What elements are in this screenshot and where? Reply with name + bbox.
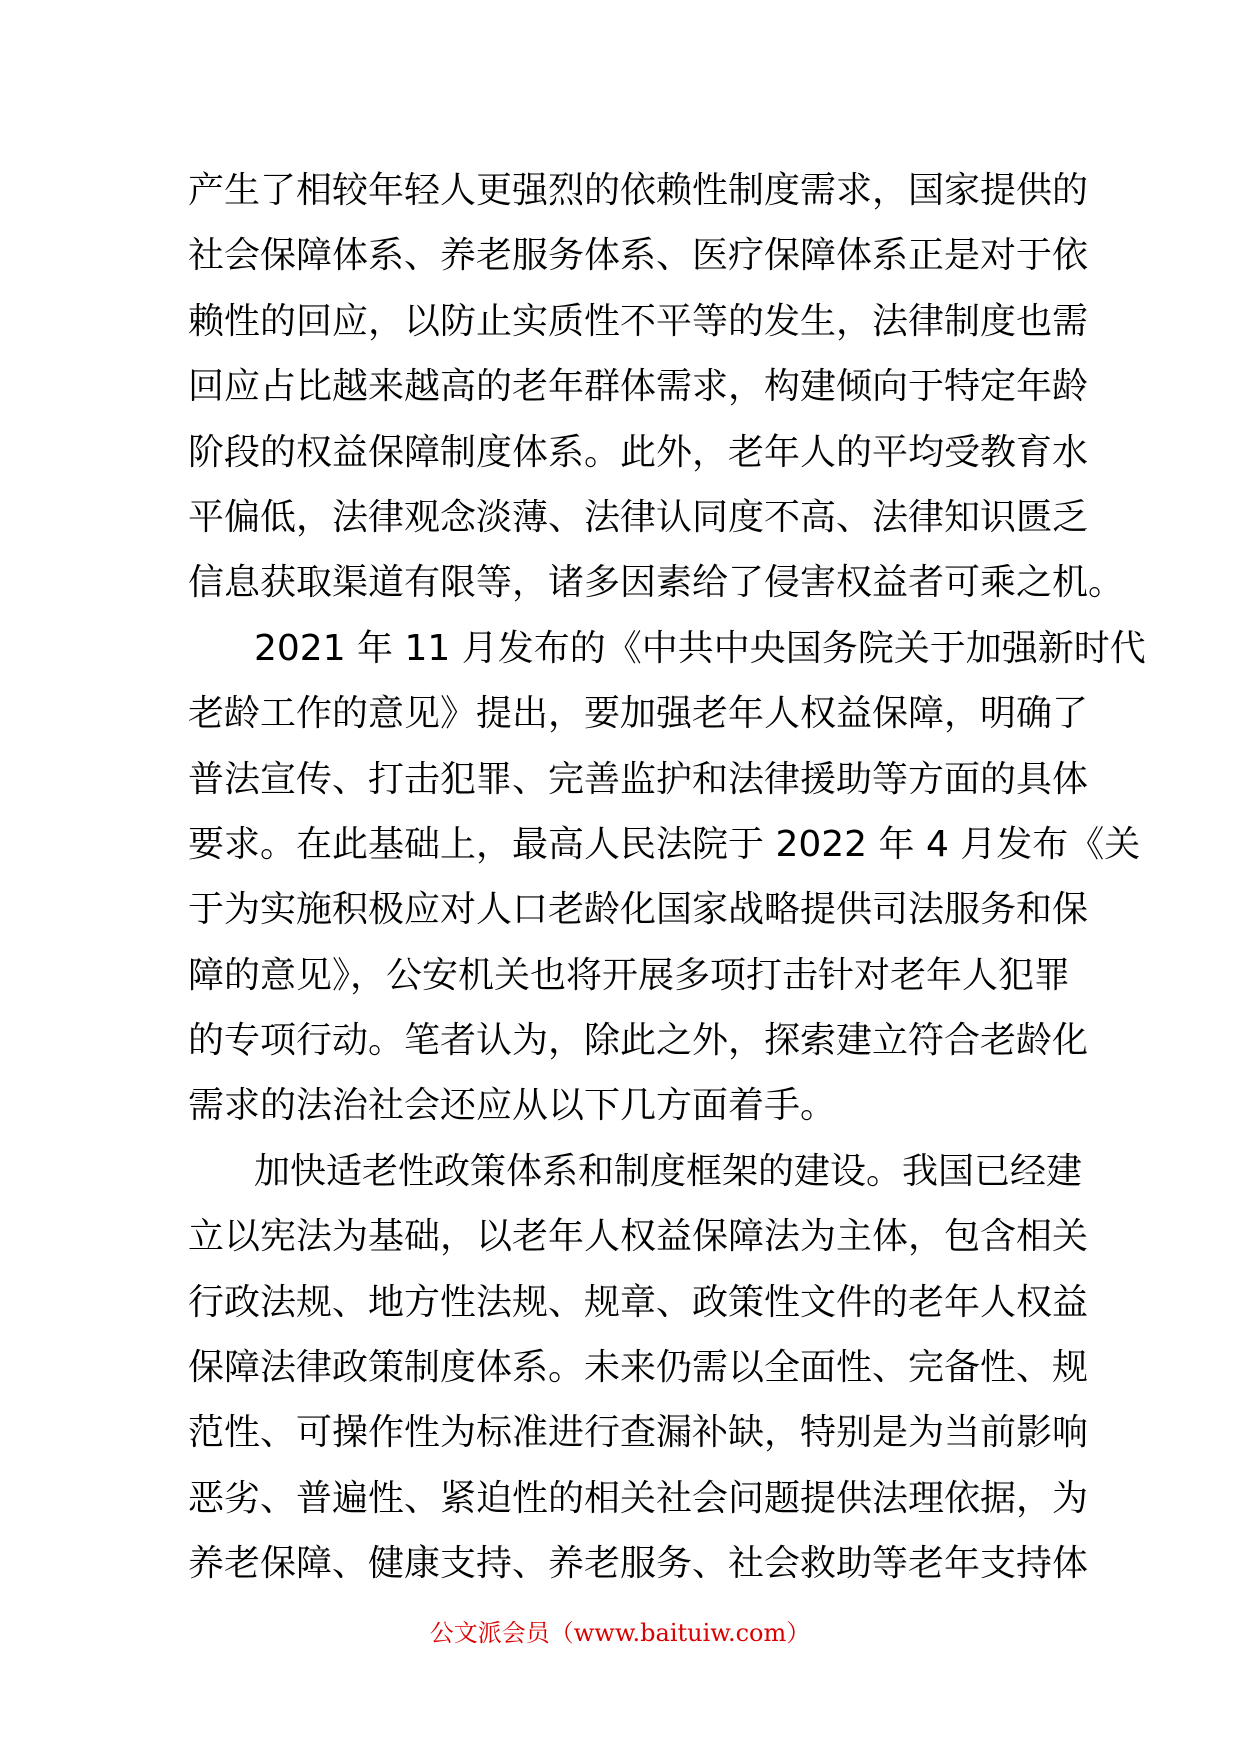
paragraph-first-line: 2021 年 11 月发布的《中共中央国务院关于加强新时代 xyxy=(254,627,1146,669)
text-line: 赖性的回应，以防止实质性不平等的发生，法律制度也需 xyxy=(188,300,1089,342)
text-line: 阶段的权益保障制度体系。此外，老年人的平均受教育水 xyxy=(188,431,1089,473)
text-line: 需求的法治社会还应从以下几方面着手。 xyxy=(188,1085,837,1127)
text-line: 保障法律政策制度体系。未来仍需以全面性、完备性、规 xyxy=(188,1347,1089,1389)
text-line: 于为实施积极应对人口老龄化国家战略提供司法服务和保 xyxy=(188,889,1089,931)
text-line: 信息获取渠道有限等，诸多因素给了侵害权益者可乘之机。 xyxy=(188,562,1125,604)
footer-watermark-link[interactable]: 公文派会员（www.baituiw.com） xyxy=(429,1619,811,1647)
text-line: 产生了相较年轻人更强烈的依赖性制度需求，国家提供的 xyxy=(188,170,1089,211)
text-line: 平偏低，法律观念淡薄、法律认同度不高、法律知识匮乏 xyxy=(188,496,1089,538)
text-line: 行政法规、地方性法规、规章、政策性文件的老年人权益 xyxy=(188,1281,1089,1323)
text-line: 恶劣、普遍性、紧迫性的相关社会问题提供法理依据，为 xyxy=(188,1477,1089,1519)
text-line: 要求。在此基础上，最高人民法院于 2022 年 4 月发布《关 xyxy=(188,823,1141,865)
text-line: 老龄工作的意见》提出，要加强老年人权益保障，明确了 xyxy=(188,693,1089,735)
paragraph-first-line: 加快适老性政策体系和制度框架的建设。我国已经建 xyxy=(254,1150,1083,1192)
text-line: 普法宣传、打击犯罪、完善监护和法律援助等方面的具体 xyxy=(188,758,1089,800)
text-line: 立以宪法为基础，以老年人权益保障法为主体，包含相关 xyxy=(188,1216,1089,1258)
text-line: 障的意见》，公安机关也将开展多项打击针对老年人犯罪 xyxy=(188,954,1071,996)
body-text xyxy=(188,158,1146,1597)
text-line: 社会保障体系、养老服务体系、医疗保障体系正是对于依 xyxy=(188,235,1089,277)
text-line: 范性、可操作性为标准进行查漏补缺，特别是为当前影响 xyxy=(188,1412,1089,1454)
text-line: 的专项行动。笔者认为，除此之外，探索建立符合老龄化 xyxy=(188,1020,1089,1062)
text-line: 回应占比越来越高的老年群体需求，构建倾向于特定年龄 xyxy=(188,366,1089,408)
text-line: 养老保障、健康支持、养老服务、社会救助等老年支持体 xyxy=(188,1543,1089,1585)
